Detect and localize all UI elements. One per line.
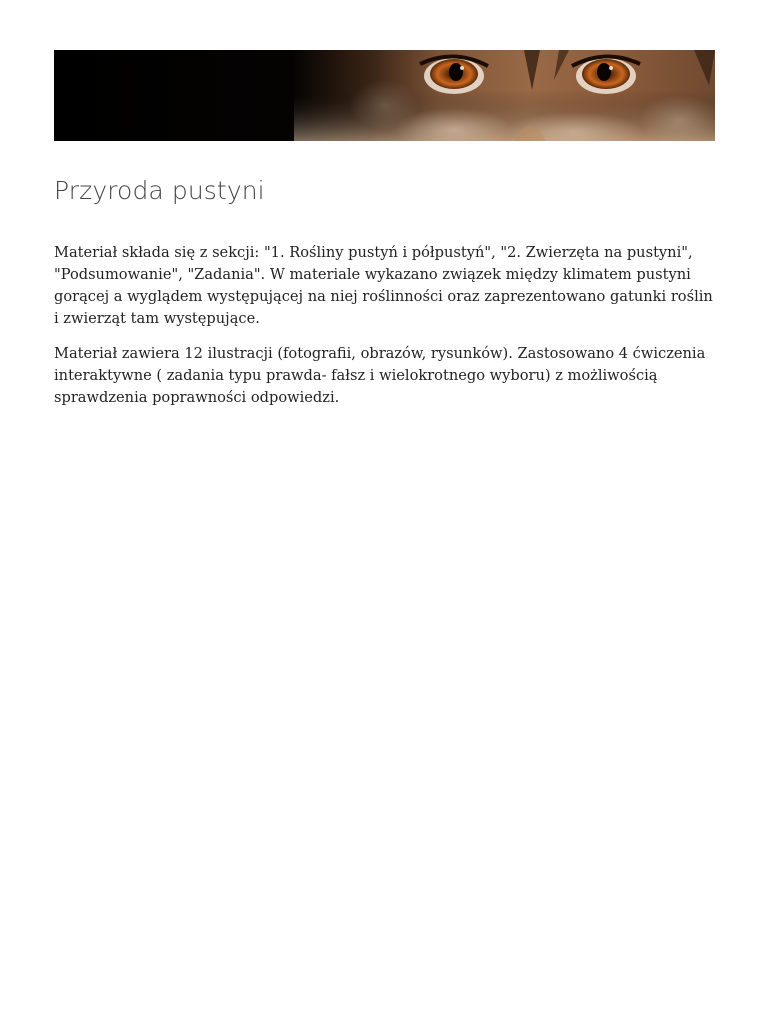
document-page — [54, 50, 715, 422]
lynx-eyes-banner-image — [54, 50, 715, 141]
description-paragraph: Materiał składa się z sekcji: "1. Rośliny pustyń i półpustyń", "2. Zwierzęta na pustyni", "Podsumowanie", "Zadania". W materiale wykazano związek między klimatem pustyni gorącej a wyglądem występującej na niej roślinności oraz zaprezentowano gatunki roślin i zwierząt tam występujące. — [54, 244, 713, 327]
document-body — [54, 242, 715, 409]
page-title: Przyroda pustyni — [54, 176, 265, 205]
description-paragraph: Materiał zawiera 12 ilustracji (fotografii, obrazów, rysunków). Zastosowano 4 ćwiczenia interaktywne ( zadania typu prawda- fałsz i wielokrotnego wyboru) z możliwością sprawdzenia poprawności odpowiedzi. — [54, 345, 706, 406]
